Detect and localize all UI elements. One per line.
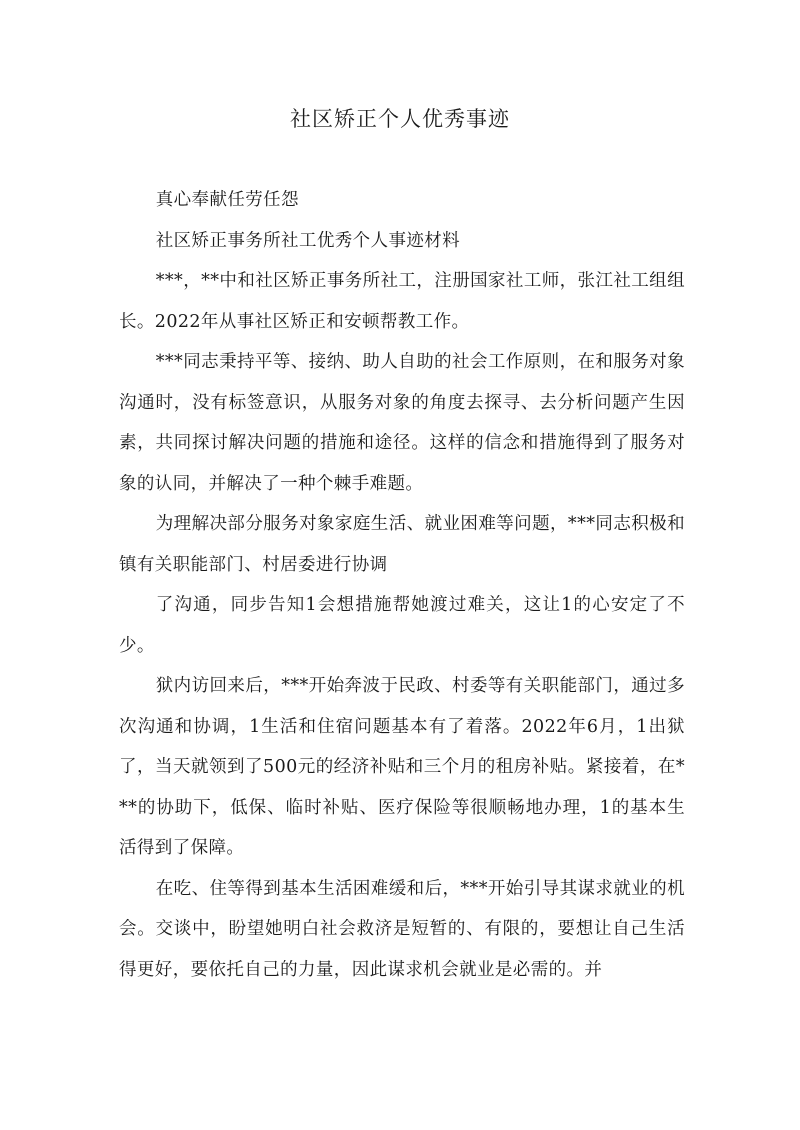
paragraph-material-title: 社区矫正事务所社工优秀个人事迹材料 bbox=[155, 230, 461, 251]
document-body bbox=[119, 180, 685, 990]
paragraph-prison-visit: 狱内访回来后，***开始奔波于民政、村委等有关职能部门，通过多次沟通和协调，1生活和住宿问题基本有了着落。2022年6月，1出狱了，当天就领到了500元的经济补贴和三个月的租房补贴。紧接着，在***的协助下，低保、临时补贴、医疗保险等很顺畅地办理，1的基本生活得到了保障。 bbox=[119, 676, 685, 858]
paragraph-coordination: 为理解决部分服务对象家庭生活、就业困难等问题，***同志积极和镇有关职能部门、村居委进行协调 bbox=[119, 514, 685, 575]
paragraph-principles: ***同志秉持平等、接纳、助人自助的社会工作原则，在和服务对象沟通时，没有标签意识，从服务对象的角度去探寻、去分析问题产生因素，共同探讨解决问题的措施和途径。这样的信念和措施得到了服务对象的认同，并解决了一种个棘手难题。 bbox=[119, 352, 685, 494]
paragraph-subtitle: 真心奉献任劳任怨 bbox=[155, 190, 299, 210]
paragraph-employment: 在吃、住等得到基本生活困难缓和后，***开始引导其谋求就业的机会。交谈中，盼望她明白社会救济是短暂的、有限的，要想让自己生活得更好，要依托自己的力量，因此谋求机会就业是必需的。并 bbox=[119, 878, 685, 980]
paragraph-intro: ***，**中和社区矫正事务所社工，注册国家社工师，张江社工组组长。2022年从事社区矫正和安顿帮教工作。 bbox=[119, 271, 685, 332]
document-title: 社区矫正个人优秀事迹 bbox=[290, 107, 510, 131]
paragraph-communication: 了沟通，同步告知1会想措施帮她渡过难关，这让1的心安定了不少。 bbox=[119, 595, 685, 656]
